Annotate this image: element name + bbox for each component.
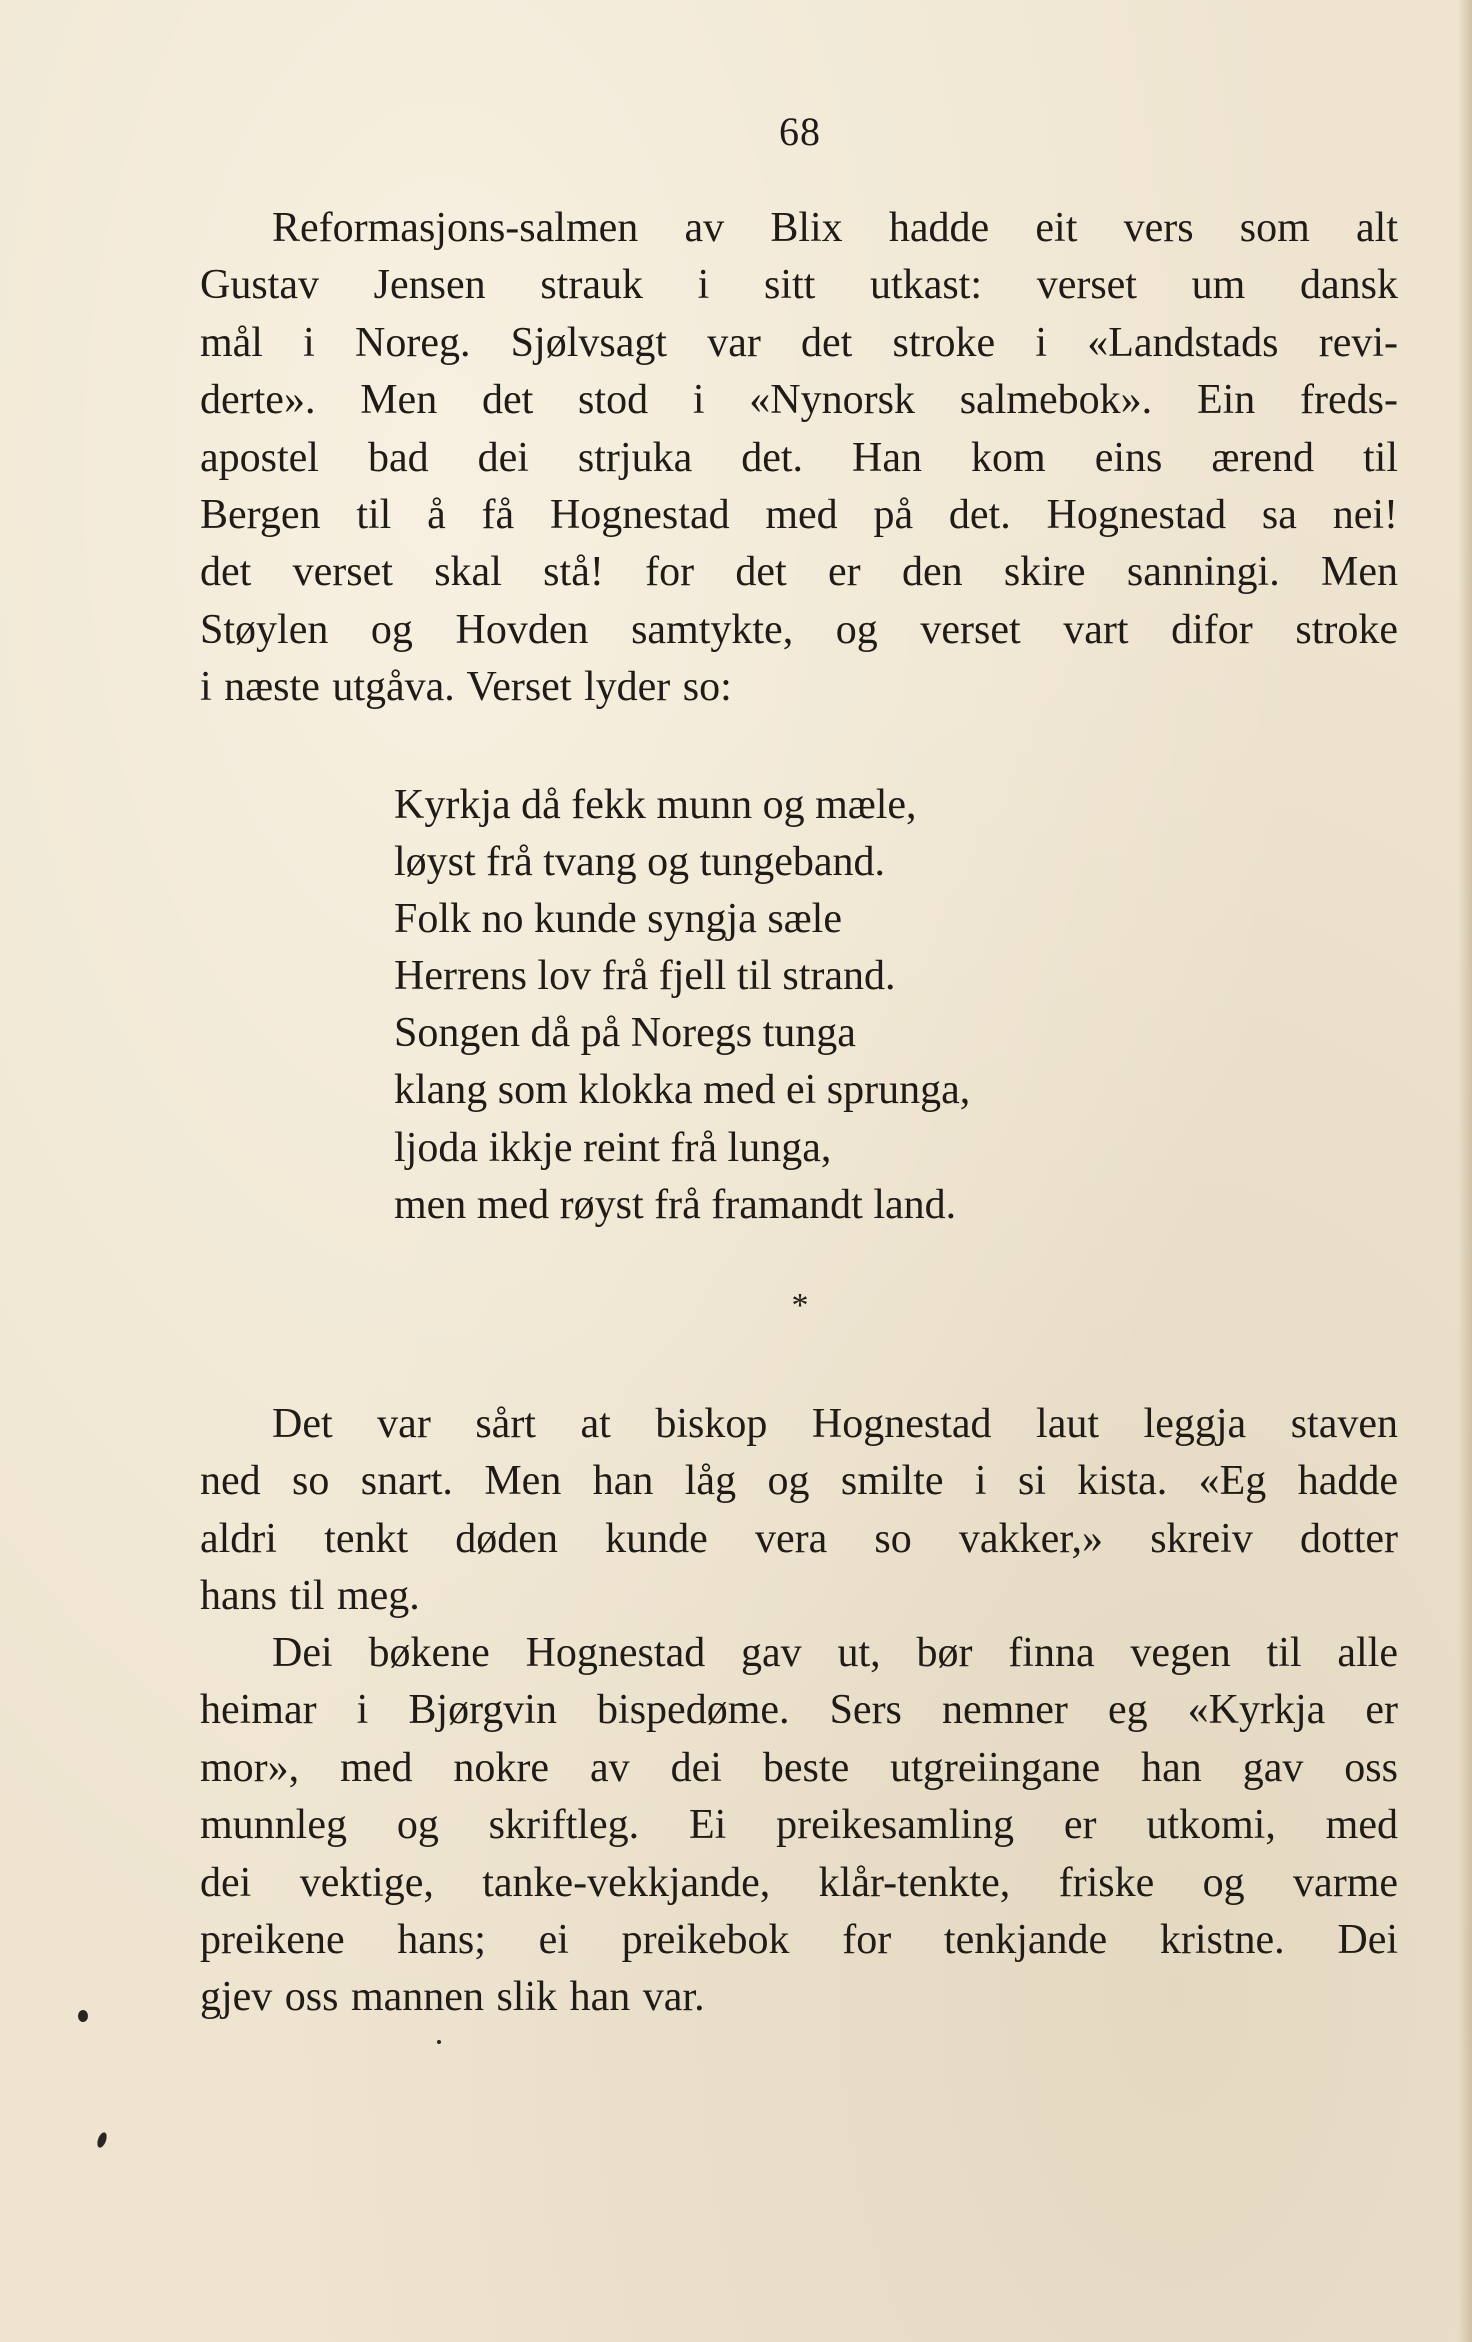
text-line: i næste utgåva. Verset lyder so: bbox=[200, 664, 732, 711]
text-line: det verset skal stå! for det er den skire sanningi. Men bbox=[200, 549, 1398, 596]
text-line: Støylen og Hovden samtykte, og verset vart difor stroke bbox=[200, 606, 1398, 653]
paragraph-bishop-death bbox=[200, 1396, 1398, 1626]
text-line: mål i Noreg. Sjølvsagt var det stroke i «Landstads revi- bbox=[200, 319, 1398, 366]
text-line: mor», med nokre av dei beste utgreiingane han gav oss bbox=[200, 1744, 1398, 1791]
text-line: aldri tenkt døden kunde vera so vakker,» skreiv dotter bbox=[200, 1515, 1398, 1562]
text-line: dei vektige, tanke-vekkjande, klår-tenkte, friske og varme bbox=[200, 1859, 1398, 1906]
text-line: derte». Men det stod i «Nynorsk salmebok». Ein freds- bbox=[200, 377, 1398, 424]
section-separator-asterisk: * bbox=[791, 1287, 809, 1324]
paragraph-reformation-hymn bbox=[200, 200, 1398, 717]
page-edge-shadow bbox=[1458, 0, 1472, 2342]
text-line: gjev oss mannen slik han var. bbox=[200, 1974, 705, 2021]
ink-speck bbox=[78, 2010, 88, 2022]
paragraph-books bbox=[200, 1625, 1398, 2027]
ink-speck bbox=[437, 2040, 441, 2044]
verse-line: Kyrkja då fekk munn og mæle, bbox=[394, 782, 917, 828]
ink-speck bbox=[96, 2131, 109, 2149]
verse-line: men med røyst frå framandt land. bbox=[394, 1181, 957, 1228]
verse-line: ljoda ikkje reint frå lunga, bbox=[394, 1124, 832, 1171]
text-line: Reformasjons-salmen av Blix hadde eit vers som alt bbox=[272, 205, 1398, 251]
verse-line: Folk no kunde syngja sæle bbox=[394, 896, 842, 943]
text-line: preikene hans; ei preikebok for tenkjande kristne. Dei bbox=[200, 1917, 1398, 1964]
verse-line: klang som klokka med ei sprunga, bbox=[394, 1067, 971, 1114]
text-line: heimar i Bjørgvin bispedøme. Sers nemner eg «Kyrkja er bbox=[200, 1687, 1398, 1734]
text-line: munnleg og skriftleg. Ei preikesamling er utkomi, med bbox=[200, 1802, 1398, 1849]
text-line: hans til meg. bbox=[200, 1573, 420, 1620]
text-line: apostel bad dei strjuka det. Han kom eins ærend til bbox=[200, 434, 1398, 481]
text-line: Dei bøkene Hognestad gav ut, bør finna vegen til alle bbox=[272, 1630, 1398, 1676]
hymn-verse bbox=[394, 777, 970, 1234]
text-line: Gustav Jensen strauk i sitt utkast: verset um dansk bbox=[200, 262, 1398, 309]
text-line: Det var sårt at biskop Hognestad laut leggja staven bbox=[272, 1401, 1398, 1447]
verse-line: løyst frå tvang og tungeband. bbox=[394, 839, 886, 886]
text-line: Bergen til å få Hognestad med på det. Hognestad sa nei! bbox=[200, 492, 1398, 539]
text-line: ned so snart. Men han låg og smilte i si kista. «Eg hadde bbox=[200, 1458, 1398, 1505]
verse-line: Songen då på Noregs tunga bbox=[394, 1010, 856, 1057]
page-number: 68 bbox=[779, 109, 821, 154]
verse-line: Herrens lov frå fjell til strand. bbox=[394, 953, 896, 1000]
